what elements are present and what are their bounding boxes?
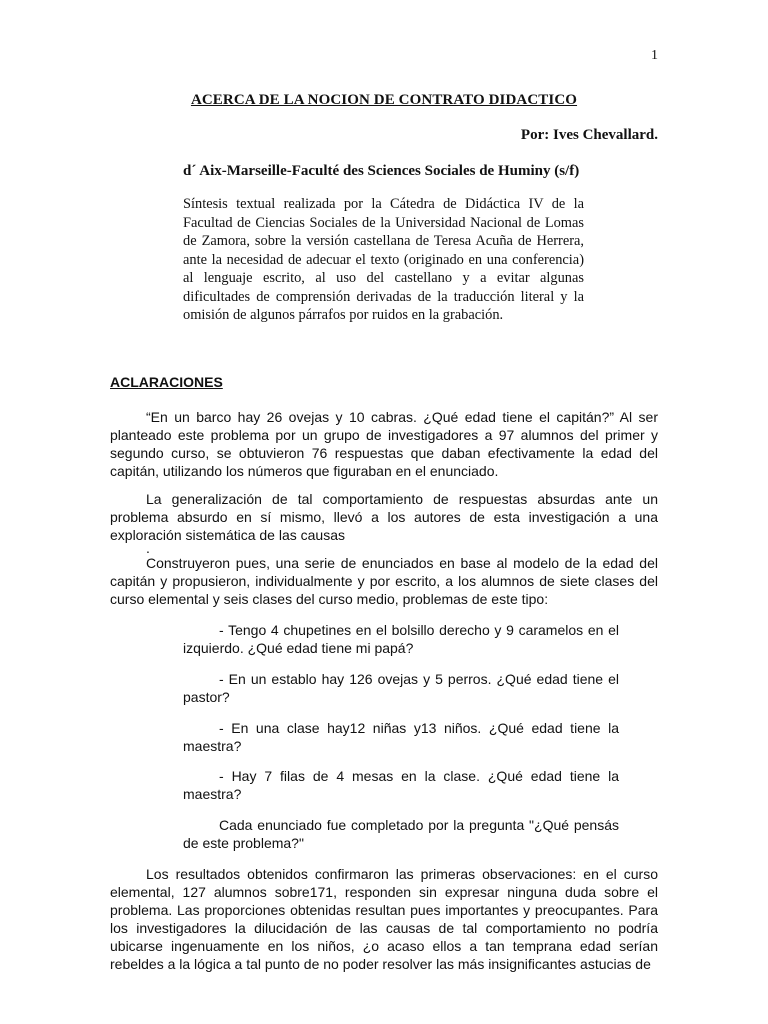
paragraph-3: Construyeron pues, una serie de enunciados en base al modelo de la edad del capitán y propusieron, individualmente y por escrito, a los alumnos de siete clases del curso elemental y seis clases del curso medio, problemas de este tipo: — [110, 555, 658, 607]
example-item: - En una clase hay12 niñas y13 niños. ¿Qué edad tiene la maestra? — [183, 720, 619, 754]
stray-dot: . — [146, 540, 150, 556]
synthesis-paragraph: Síntesis textual realizada por la Cátedra de Didáctica IV de la Facultad de Ciencias Sociales de la Universidad Nacional de Lomas de Zamora, sobre la versión castellana de Teresa Acuña de Herrera, ante la necesidad de adecuar el texto (originado en una conferencia) al lenguaje escrito, al uso del castellano y a evitar algunas dificultades de comprensión derivadas de la traducción literal y la omisión de algunos párrafos por ruidos en la grabación. — [183, 196, 584, 323]
example-item: - Hay 7 filas de 4 mesas en la clase. ¿Qué edad tiene la maestra? — [183, 768, 619, 802]
example-item: - En un establo hay 126 ovejas y 5 perros. ¿Qué edad tiene el pastor? — [183, 671, 619, 705]
example-item: - Tengo 4 chupetines en el bolsillo derecho y 9 caramelos en el izquierdo. ¿Qué edad tiene mi papá? — [183, 622, 619, 656]
section-heading: ACLARACIONES — [110, 374, 223, 390]
paragraph-2: La generalización de tal comportamiento de respuestas absurdas ante un problema absurdo en sí mismo, llevó a los autores de esta investigación a una exploración sistemática de las causas — [110, 491, 658, 543]
paragraph-1: “En un barco hay 26 ovejas y 10 cabras. ¿Qué edad tiene el capitán?” Al ser planteado este problema por un grupo de investigadores a 97 alumnos del primer y segundo curso, se obtuvieron 76 respuestas que daban efectivamente la edad del capitán, utilizando los números que figuraban en el enunciado. — [110, 409, 658, 479]
question-note: Cada enunciado fue completado por la pregunta "¿Qué pensás de este problema?" — [183, 817, 619, 851]
author-line: Por: Ives Chevallard. — [520, 127, 658, 143]
document-title: ACERCA DE LA NOCION DE CONTRATO DIDACTICO — [190, 92, 578, 108]
page-number: 1 — [651, 48, 658, 63]
paragraph-4: Los resultados obtenidos confirmaron las primeras observaciones: en el curso elemental, 127 alumnos sobre171, responden sin expresar ninguna duda sobre el problema. Las proporciones obtenidas resultan pues importantes y preocupantes. Para los investigadores la dilucidación de las causas de tal comportamiento no podría ubicarse ingenuamente en los niños, ¿o acaso ellos a tan temprana edad serían rebeldes a la lógica a tal punto de no poder resolver las más insignificantes astucias de — [110, 866, 658, 972]
institution-line: d´ Aix-Marseille-Faculté des Sciences Sociales de Huminy (s/f) — [183, 163, 580, 179]
